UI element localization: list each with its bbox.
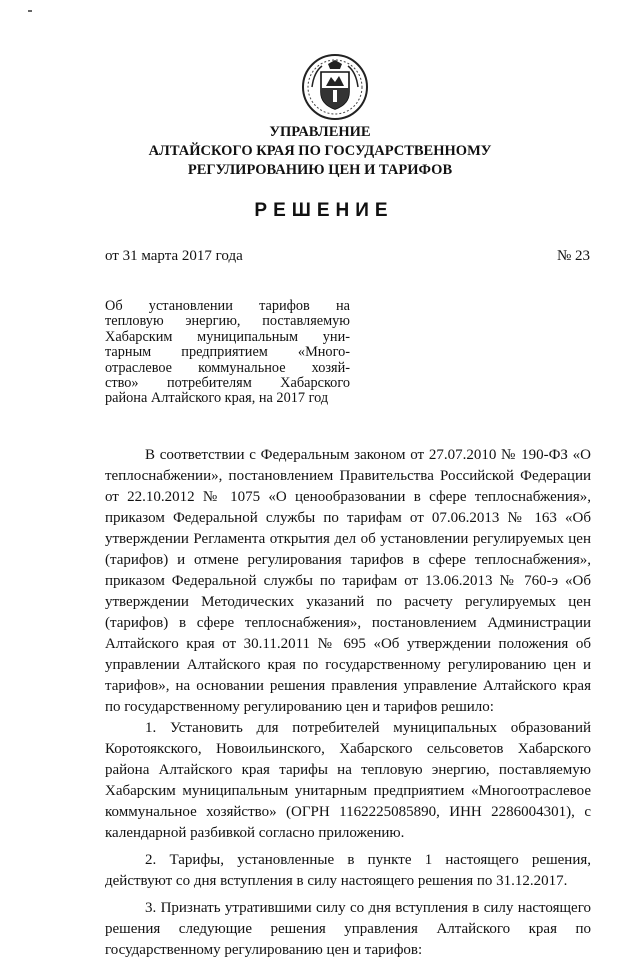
- preamble-line: приказом Федеральной службы по тарифам от 07.06.2013 № 163 «Об: [105, 510, 591, 526]
- item-3-line: 3. Признать утратившими силу со дня вступления в силу настоящего: [145, 900, 591, 916]
- subject-line: отраслевое коммунальное хозяй-: [105, 359, 350, 376]
- header-line-2: АЛТАЙСКОГО КРАЯ ПО ГОСУДАРСТВЕННОМУ: [148, 143, 492, 159]
- preamble-line: от 22.10.2012 № 1075 «О ценообразовании в сфере теплоснабжения»,: [105, 489, 591, 505]
- decree-title: РЕШЕНИЕ: [254, 200, 394, 221]
- item-1-line: календарной разбивкой согласно приложению.: [105, 825, 405, 841]
- item-3-line: решения следующие решения управления Алтайского края по: [105, 921, 591, 937]
- agency-header: [0, 123, 640, 180]
- preamble-line: приказом Федеральной службы по тарифам от 13.06.2013 № 760-э «Об: [105, 573, 591, 589]
- header-line-3: РЕГУЛИРОВАНИЮ ЦЕН И ТАРИФОВ: [187, 162, 453, 178]
- item-1-line: коммунальное хозяйство» (ОГРН 1162225085890, ИНН 2286004301), с: [105, 804, 591, 820]
- preamble-line: утверждении Регламента открытия дел об установлении регулируемых цен: [105, 531, 591, 547]
- subject-line: района Алтайского края, на 2017 год: [105, 390, 329, 407]
- subject-line: ство» потребителям Хабарского: [105, 375, 350, 392]
- coat-of-arms-emblem: [300, 52, 370, 122]
- item-2-line: действуют со дня вступления в силу настоящего решения по 31.12.2017.: [105, 873, 568, 889]
- item-1-line: Коротоякского, Новоильинского, Хабарского сельсоветов Хабарского: [105, 741, 591, 757]
- preamble-line: (тарифов) и отмене регулирования тарифов в сфере теплоснабжения»,: [105, 552, 591, 568]
- decree-subject: [105, 299, 350, 407]
- preamble-line: управлении Алтайского края по государственному регулированию цен и: [105, 657, 591, 673]
- preamble-line: теплоснабжении», постановлением Правительства Российской Федерации: [105, 468, 591, 484]
- preamble-line: (тарифов) в сфере теплоснабжения», постановлением Администрации: [105, 615, 591, 631]
- item-1-line: 1. Установить для потребителей муниципальных образований: [145, 720, 591, 736]
- preamble-line: утверждении Методических указаний по расчету регулируемых цен: [105, 594, 591, 610]
- preamble-line: по государственному регулированию цен и тарифов решило:: [105, 699, 494, 715]
- preamble-line: Алтайского края от 30.11.2011 № 695 «Об утверждении положения об: [105, 636, 591, 652]
- item-1-line: Хабарским муниципальным унитарным предприятием «Многоотраслевое: [105, 783, 591, 799]
- subject-line: тарным предприятием «Много-: [105, 344, 350, 361]
- preamble-line: тарифов», на основании решения правления управление Алтайского края: [105, 678, 591, 694]
- item-3-line: государственному регулированию цен и тарифов:: [105, 942, 423, 958]
- decree-body: [105, 445, 591, 961]
- subject-line: Хабарским муниципальным уни-: [105, 328, 350, 345]
- subject-line: тепловую энергию, поставляемую: [105, 313, 350, 330]
- decree-number: № 23: [556, 248, 590, 264]
- header-line-1: УПРАВЛЕНИЕ: [269, 124, 371, 140]
- date-line: [105, 248, 590, 265]
- preamble-line: В соответствии с Федеральным законом от 27.07.2010 № 190-ФЗ «О: [145, 447, 591, 463]
- decree-date: от 31 марта 2017 года: [105, 248, 243, 264]
- item-1-line: района Алтайского края тарифы на тепловую энергию, поставляемую: [105, 762, 591, 778]
- subject-line: Об установлении тарифов на: [105, 298, 350, 314]
- item-2-line: 2. Тарифы, установленные в пункте 1 настоящего решения,: [145, 852, 591, 868]
- scan-mark: [28, 10, 32, 12]
